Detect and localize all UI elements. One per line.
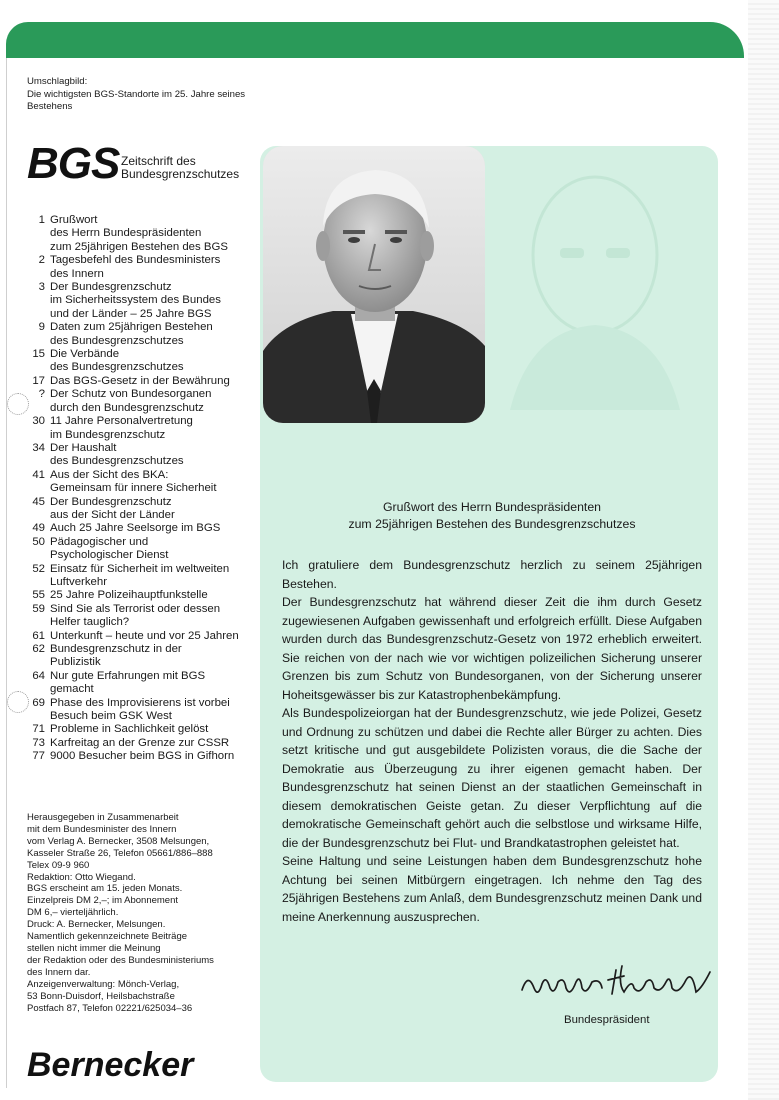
signer-title: Bundespräsident xyxy=(564,1014,650,1026)
toc-title: Grußwort des Herrn Bundespräsidenten zum 25jährigen Bestehen des BGS xyxy=(50,214,228,253)
toc-title: Auch 25 Jahre Seelsorge im BGS xyxy=(50,522,221,535)
toc-title: Sind Sie als Terrorist oder dessen Helfer tauglich? xyxy=(50,602,221,629)
toc-page-number: 64 xyxy=(32,669,45,682)
toc-entry xyxy=(30,415,260,442)
toc-page-number: 50 xyxy=(32,535,45,548)
toc-title: Einsatz für Sicherheit im weltweiten Luftverkehr xyxy=(50,562,230,588)
page-left-edge xyxy=(6,58,7,1088)
toc-title: Tagesbefehl des Bundesministers des Innern xyxy=(50,254,221,280)
magazine-masthead xyxy=(27,139,257,188)
toc-entry xyxy=(30,723,260,736)
table-of-contents xyxy=(30,214,260,764)
binder-hole-mark xyxy=(7,691,29,713)
cover-caption xyxy=(27,76,257,114)
address-heading xyxy=(282,499,702,533)
toc-page-number: 3 xyxy=(38,281,45,294)
address-paragraph: Ich gratuliere dem Bundesgrenzschutz herzlich zu seinem 25jährigen Bestehen. xyxy=(282,558,702,591)
toc-page-number: 52 xyxy=(32,562,45,575)
toc-title: Der Schutz von Bundesorganen durch den Bundesgrenzschutz xyxy=(50,388,212,414)
subtitle-line-2: Bundesgrenzschutzes xyxy=(121,167,240,181)
toc-entry xyxy=(30,388,260,415)
address-heading-line-2: zum 25jährigen Bestehen des Bundesgrenzschutzes xyxy=(348,517,636,531)
toc-page-number: ? xyxy=(38,388,45,401)
address-paragraph: Als Bundespolizeiorgan hat der Bundesgrenzschutz, wie jede Polizei, Gesetz und Ordnung zu schützen und dabei die Rechte aller Bürger zu achten. Dies setzt kritische und gut ausgebildete Polizisten voraus, die die Sache der Demokratie aus Überzeugung zu ihrer eigenen gemacht haben. Der Bundesgrenzschutz hat seinen Dienst an der staatlichen Gemeinschaft in diesem demokratischen Geiste getan. Zu dieser Verpflichtung auf die demokratische Gemeinschaft gehört auch die selbstlose und wirksame Hilfe, die der Bundesgrenzschutz bei Flut- und Brandkatastrophen geleistet hat. xyxy=(282,706,702,850)
subtitle-line-1: Zeitschrift des xyxy=(121,154,196,168)
toc-title: Der Bundesgrenzschutz im Sicherheitssystem des Bundes und der Länder – 25 Jahre BGS xyxy=(50,281,221,320)
toc-title: Die Verbände des Bundesgrenzschutzes xyxy=(50,348,184,374)
toc-title: Aus der Sicht des BKA: Gemeinsam für innere Sicherheit xyxy=(50,468,217,495)
toc-entry xyxy=(30,214,260,254)
toc-page-number: 49 xyxy=(32,522,45,535)
toc-title: Daten zum 25jährigen Bestehen des Bundesgrenzschutzes xyxy=(50,321,213,347)
toc-entry xyxy=(30,737,260,750)
toc-entry xyxy=(30,603,260,630)
toc-title: 25 Jahre Polizeihauptfunkstelle xyxy=(50,589,208,602)
toc-entry xyxy=(30,630,260,643)
bgs-logo: BGS xyxy=(27,139,120,188)
toc-entry xyxy=(30,348,260,375)
toc-entry xyxy=(30,643,260,670)
president-portrait xyxy=(263,146,485,423)
binder-hole-mark xyxy=(7,393,29,415)
toc-title: Karfreitag an der Grenze zur CSSR xyxy=(50,736,230,749)
toc-title: Der Bundesgrenzschutz aus der Sicht der Länder xyxy=(50,495,175,521)
toc-entry xyxy=(30,442,260,469)
toc-page-number: 77 xyxy=(32,750,45,763)
toc-page-number: 45 xyxy=(32,495,45,508)
toc-title: Nur gute Erfahrungen mit BGS gemacht xyxy=(50,669,206,696)
toc-entry xyxy=(30,522,260,535)
toc-entry xyxy=(30,321,260,348)
toc-title: 9000 Besucher beim BGS in Gifhorn xyxy=(50,750,235,763)
publisher-logo: Bernecker xyxy=(27,1046,194,1084)
toc-title: Probleme in Sachlichkeit gelöst xyxy=(50,723,209,736)
toc-page-number: 61 xyxy=(32,629,45,642)
cover-description: Die wichtigsten BGS-Standorte im 25. Jahre seines Bestehens xyxy=(27,88,246,112)
toc-entry xyxy=(30,697,260,724)
toc-entry xyxy=(30,496,260,523)
toc-page-number: 71 xyxy=(32,723,45,736)
toc-title: Pädagogischer und Psychologischer Dienst xyxy=(50,535,169,562)
toc-entry xyxy=(30,469,260,496)
toc-title: Bundesgrenzschutz in der Publizistik xyxy=(50,643,182,669)
address-paragraph: Seine Haltung und seine Leistungen haben dem Bundesgrenzschutz hohe Achtung bei seinen Mitbürgern eingetragen. Ich nehme den Tag des 25jährigen Bestehens zum Anlaß, dem Bundesgrenzschutz meinen Dank und meine Anerkennung auszusprechen. xyxy=(282,854,702,924)
toc-entry xyxy=(30,281,260,321)
handwritten-signature xyxy=(520,958,720,1006)
toc-entry xyxy=(30,375,260,388)
toc-entry xyxy=(30,563,260,590)
address-body xyxy=(282,556,702,926)
header-color-band xyxy=(6,22,744,62)
watermark-portrait xyxy=(490,160,700,410)
toc-entry xyxy=(30,589,260,602)
toc-page-number: 30 xyxy=(32,415,45,428)
toc-page-number: 15 xyxy=(32,348,45,361)
toc-page-number: 59 xyxy=(32,602,45,615)
cover-label: Umschlagbild: xyxy=(27,76,88,87)
toc-page-number: 2 xyxy=(38,254,45,267)
toc-title: Das BGS-Gesetz in der Bewährung xyxy=(50,374,230,387)
portrait-image xyxy=(263,146,485,423)
toc-page-number: 1 xyxy=(38,214,45,226)
address-paragraph: Der Bundesgrenzschutz hat während dieser Zeit die ihm durch Gesetz zugewiesenen Aufgaben gewissenhaft und erfolgreich erfüllt. Diese Aufgaben wurden durch das Bundesgrenzschutz-Gesetz von 1972 erheblich erweitert. Sie reichen von der nach wie vor wichtigen polizeilichen Sicherung unserer Grenzen bis zum Schutz von Bundesorganen, von der Sicherung unserer Hoheitsgewässer bis zur Katastrophenbekämpfung. xyxy=(282,595,702,702)
toc-page-number: 9 xyxy=(38,321,45,334)
toc-title: 11 Jahre Personalvertretung im Bundesgrenzschutz xyxy=(50,415,193,441)
toc-entry xyxy=(30,536,260,563)
toc-page-number: 69 xyxy=(32,696,45,709)
toc-entry xyxy=(30,254,260,281)
page-edge-texture xyxy=(748,0,779,1100)
address-heading-line-1: Grußwort des Herrn Bundespräsidenten xyxy=(382,500,602,514)
toc-page-number: 34 xyxy=(32,441,45,454)
magazine-subtitle xyxy=(121,155,239,181)
toc-title: Der Haushalt des Bundesgrenzschutzes xyxy=(50,441,184,468)
toc-title: Phase des Improvisierens ist vorbei Besuch beim GSK West xyxy=(50,696,230,723)
toc-entry xyxy=(30,750,260,763)
toc-page-number: 41 xyxy=(32,468,45,481)
toc-page-number: 73 xyxy=(32,736,45,749)
toc-entry xyxy=(30,670,260,697)
toc-page-number: 55 xyxy=(32,589,45,602)
toc-title: Unterkunft – heute und vor 25 Jahren xyxy=(50,629,239,642)
toc-page-number: 62 xyxy=(32,643,45,655)
imprint: Herausgegeben in Zusammenarbeit mit dem Bundesminister des Innern vom Verlag A. Bernecker, 3508 Melsungen, Kasseler Straße 26, Telefon 05661/886–888 Telex 09-9 960 Redaktion: Otto Wiegand. BGS erscheint am 15. jeden Monats. Einzelpreis DM 2,–; im Abonnement DM 6,– vierteljährlich. Druck: A. Bernecker, Melsungen. Namentlich gekennzeichnete Beiträge stellen nicht immer die Meinung der Redaktion oder des Bundesministeriums des Innern dar. Anzeigenverwaltung: Mönch-Verlag, 53 Bonn-Duisdorf, Heilsbachstraße Postfach 87, Telefon 02221/625034–36 xyxy=(27,812,214,1014)
toc-page-number: 17 xyxy=(32,374,45,387)
